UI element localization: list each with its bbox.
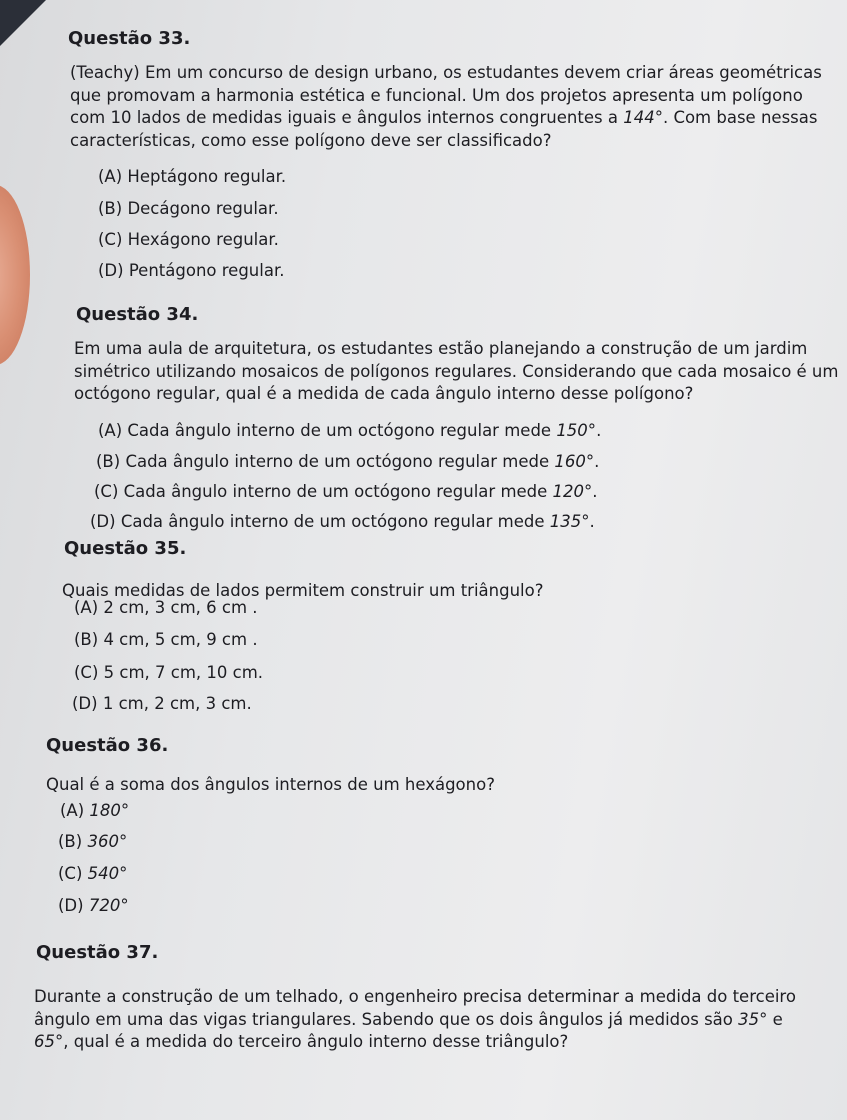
- option: [58, 864, 127, 883]
- option-letter: (B): [58, 832, 83, 851]
- question-title: Questão 37.: [36, 942, 159, 963]
- option: [58, 832, 127, 851]
- option-text: (D) Cada ângulo interno de um octógono regular mede: [90, 512, 550, 531]
- math-value: 65°: [34, 1032, 64, 1051]
- option-text: (C) Cada ângulo interno de um octógono regular mede: [94, 482, 553, 501]
- text-line: características, como esse polígono deve ser classificado?: [70, 130, 552, 150]
- option-value: 135°: [549, 512, 590, 531]
- math-value: 35°: [738, 1009, 768, 1029]
- option-value: 160°: [554, 452, 595, 471]
- text-line: simétrico utilizando mosaicos de polígonos regulares. Considerando que cada mosaico é um: [74, 361, 839, 381]
- option-value: 360°: [87, 832, 128, 851]
- text-line: Durante a construção de um telhado, o engenheiro precisa determinar a medida do terceiro: [34, 987, 796, 1006]
- question-text: [74, 338, 839, 406]
- text-line: Qual é a soma dos ângulos internos de um hexágono?: [46, 775, 495, 794]
- question-title: Questão 33.: [68, 28, 191, 49]
- text-segment: . Com base nessas: [662, 108, 818, 127]
- option: (D) 1 cm, 2 cm, 3 cm.: [72, 694, 252, 713]
- text-line: Quais medidas de lados permitem construir um triângulo?: [62, 581, 544, 600]
- option-letter: (A): [60, 801, 85, 820]
- photo-corner-shadow: [0, 0, 46, 46]
- text-line: que promovam a harmonia estética e funcional. Um dos projetos apresenta um polígono: [70, 85, 803, 105]
- option-value: 180°: [89, 801, 130, 820]
- option: (D) Pentágono regular.: [98, 261, 285, 280]
- option: (A) 2 cm, 3 cm, 6 cm .: [74, 598, 258, 617]
- text-line: Em uma aula de arquitetura, os estudantes estão planejando a construção de um jardim: [74, 339, 808, 358]
- option-letter: (C): [58, 864, 83, 883]
- option-letter: (D): [58, 896, 84, 915]
- text-segment: e: [767, 1009, 783, 1029]
- option: (C) Cada ângulo interno de um octógono regular mede 120°.: [94, 482, 598, 501]
- question-text: [46, 774, 766, 797]
- question-text: [70, 62, 822, 152]
- text-segment: com 10 lados de medidas iguais e ângulos internos congruentes a: [70, 108, 624, 127]
- text-line: [70, 107, 818, 130]
- option: (B) Cada ângulo interno de um octógono regular mede 160°.: [96, 452, 600, 471]
- question-text: [34, 986, 796, 1054]
- option-text: (A) Cada ângulo interno de um octógono regular mede: [98, 421, 557, 440]
- text-line: [34, 1031, 774, 1054]
- option: (A) Cada ângulo interno de um octógono regular mede 150°.: [98, 421, 602, 440]
- option-value: 120°: [552, 482, 593, 501]
- option: (C) 5 cm, 7 cm, 10 cm.: [74, 663, 264, 682]
- option: (B) 4 cm, 5 cm, 9 cm .: [74, 630, 258, 649]
- option: [60, 801, 129, 820]
- text-line: octógono regular, qual é a medida de cada ângulo interno desse polígono?: [74, 384, 694, 403]
- math-value: 144°: [623, 108, 663, 127]
- option-text: (B) Cada ângulo interno de um octógono regular mede: [96, 452, 555, 471]
- option: (B) Decágono regular.: [98, 199, 279, 218]
- text-line: (Teachy) Em um concurso de design urbano, os estudantes devem criar áreas geométricas: [70, 63, 822, 82]
- question-title: Questão 34.: [76, 304, 199, 325]
- text-segment: ângulo em uma das vigas triangulares. Sabendo que os dois ângulos já medidos são: [34, 1009, 739, 1029]
- text-segment: , qual é a medida do terceiro ângulo interno desse triângulo?: [63, 1032, 569, 1051]
- option: (C) Hexágono regular.: [98, 230, 279, 249]
- option-value: 540°: [87, 864, 128, 883]
- option-value: 720°: [88, 896, 129, 915]
- option: (D) Cada ângulo interno de um octógono regular mede 135°.: [90, 512, 595, 531]
- text-line: [34, 1009, 783, 1032]
- finger-edge: [0, 185, 30, 365]
- option: [58, 896, 129, 915]
- question-title: Questão 36.: [46, 735, 169, 756]
- question-title: Questão 35.: [64, 538, 187, 559]
- option-value: 150°: [556, 421, 597, 440]
- option: (A) Heptágono regular.: [98, 167, 287, 186]
